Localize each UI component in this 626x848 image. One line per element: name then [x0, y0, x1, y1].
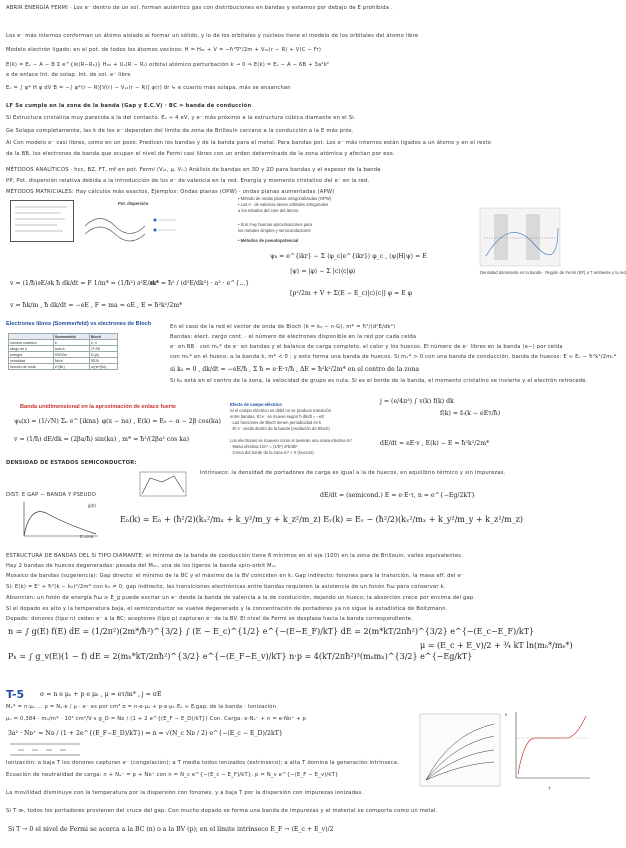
line3-5: Mosaico de bandas (sugerencia): Gap directo: el mínimo de la BC y el máximo de la BV coinciden en k. Gap indirecto: fonones para la transición, la masa eff. del e⁻ [6, 573, 464, 579]
table-cell: 1ª ZB [89, 346, 117, 352]
line-2: Modelo electrón ligado: en el pot. de todos los átomos vecinos: H = H₀ₜ + V = −ħ²∇²/2m + V₀ₜ(r − R) + V(C − Fr) [6, 47, 322, 53]
eq-mu: μ = (E_c + E_v)/2 + ¾ kT ln(mₕ*/mₑ*) [420, 641, 573, 650]
efecto-title: Efecto de campo eléctrico [230, 402, 282, 407]
eq-p-integral: Pₕ = ∫ g_v(E)(1 − f) dE = 2(mₕ*kT/2πħ²)^{3/2} e^{−(E_F−E_v)/kT} n·p = 4(kT/2πħ²)³(mₑmₕ)^{3/2} e^{−Eg/kT} [8, 652, 473, 661]
tight-binding-heading: Banda unidimensional en la aproximación de enlace fuerte [20, 404, 177, 410]
line4-3: Ecuación de neutralidad de carga: n + Nₐ⁻ = p + Nᴅ⁺ con n = N_c e^{−(E_c − E_F)/kT}, p = N_v e^{−(E_F − E_v)/kT} [6, 772, 339, 778]
bullet-2: a los estados del core del átomo [238, 208, 299, 213]
table-row [9, 364, 118, 370]
econd-label: E cond [80, 534, 94, 539]
eq-fk: f(k) = f₀(k − eEτ/ħ) [440, 410, 501, 417]
bullet-0: • Método de ondas planas ortogonalizadas (OPW) [238, 196, 332, 201]
orth-eq: |ψ⟩ = |φ⟩ − Σ |c⟩⟨c|φ⟩ [290, 268, 356, 275]
line3-0: DENSIDAD DE ESTADOS SEMICONDUCTOR: [6, 460, 137, 466]
carrier-vs-T-plot [510, 710, 592, 784]
line-7: Si Estructura cristalina muy parecida a la del contacto. Eₛ ≈ 4 eV, y e⁻ más próximo a la estructura cúbica diamante en el Si. [6, 115, 356, 121]
line3-4: Hay 2 bandas de huecos degeneradas: pesada del Mₕₕ, una de los ligeros la banda spin-orbit Mₛₒ [6, 563, 277, 569]
eq-j: j = (e/4π³) ∫ v(k) f(k) dk [380, 398, 454, 405]
table-cell: e^{ikr} [53, 364, 89, 370]
table-cell: Eₙ(k) [89, 352, 117, 358]
line4-0: Mₑ* = n·μₑ ... ρ = Nₐ·e / μ · e⁻ es por cm³ σ = n·e·μₑ + p·e·μₕ E₀ ≈ E₍gap₎ de la banda · Ionización [6, 704, 277, 710]
eff-line-3: · El e⁻ oscila dentro de la banda (oscilación de Bloch) [230, 426, 330, 431]
line-8: Ge Solapa completamente, las k de los e⁻ dependen del límite de zona de Brillouin cercano a la conducción a la E más próx. [6, 128, 354, 134]
moving-line-0: Los electrones se mueven como si tuvieran una masa efectiva m* [230, 438, 352, 443]
line-5: Eₛ = ∫ φ* H φ dV B = −∫ φ*(r − R)[V(r) − Vₐₜ(r − R)] φ(r) dr ↳ e cuanto más solapa, más se ensanchan [6, 85, 291, 91]
dos-axis-label: g(E) [88, 503, 96, 508]
line-11: MÉTODOS ANALÍTICOS · hcc, BZ, FT, mf en pot. Fermi (Vₐₜ, μ, Vₘ) Análisis de bandas en 3D y 2D para bandas y el espesor de la banda [6, 167, 381, 173]
eq-de: dE/dt = (semicond.) E = e·E·τ, n = e^{−Eg/2kT} [320, 492, 476, 499]
eq-velocity: v = ħk/m , ħ dk/dt = −eE , F = ma = eE , E = ħ²k²/2m* [10, 302, 183, 309]
table-cell: Sommerfeld [53, 334, 89, 340]
eq-dos: Eₙ(k) = Eₙ + (ħ²/2)(kₓ²/mₓ + k_y²/m_y + k_z²/m_z) Eᵥ(k) = Eᵥ − (ħ²/2)(kₓ²/mₓ + k_y²/m_y + k_z²/m_z) [120, 515, 524, 524]
line2-4: e⁻ en BB · con mₑ* de e⁻ en bandas y el balance de carga completo, el calor y los huecos. El número de e⁻ libres en la banda (e−) por celda [170, 344, 563, 350]
resist-caption: Densidad dominante en la banda · Región de Fermi (EF) a T ambiente y la red [480, 270, 626, 275]
table-cell: rango de k [9, 346, 54, 352]
line4-5: Si T ≫, todos los portadores provienen del cruce del gap. Con mucho dopado se forma una banda de impurezas y el material se comporta como un metal. [6, 808, 438, 814]
dispersion-sketch [80, 206, 180, 246]
line3-9: Dopado: donores (tipo n) ceden e⁻ a la BC; aceptores (tipo p) capturan e⁻ de la BV. El nivel de Fermi se desplaza hacia la banda correspondiente. [6, 616, 413, 622]
eq-dn: dE/dt = eE·v , E(k) − E = ħ²k²/2m* [380, 440, 490, 447]
table-cell: número cuántico [9, 340, 54, 346]
line-3: E(k) = Eₛ − A − B Σ e^{ik(R−R₀)} H₀₀ + Uₛ(R − Rᵢ) orbital atómico perturbación k → 0 ⇒ E(k) = Eₛ − A − 6B + 3a²k² [6, 62, 330, 68]
line4-4: La movilidad disminuye con la temperatura por la dispersión con fonones, y a baja T por la dispersión con impurezas ionizadas. [6, 790, 364, 796]
line3-2: DIST. E GAP − BANDA Y PSEUDO [6, 492, 97, 498]
table-cell: energía [9, 352, 54, 358]
table-cell: u(r)e^{ikr} [89, 364, 117, 370]
table-cell: Bloch [89, 334, 117, 340]
band-shaded-figure [480, 208, 560, 266]
line2-2: En el caso de la red el vector de onda de Bloch (k = k₀ − n·G), m* = ħ²/(d²E/dk²) [170, 324, 396, 330]
line2-8: Si k₀ está en el centro de la zona, la velocidad de grupo es nula. Si es el borde de la banda, el momento cristalino se invierte y el electrón retrocede. [170, 378, 588, 384]
line-13: MÉTODOS MATRICIALES: Hay cálculos más exactos, Ejemplos: Ondas planas (OPW) · ondas planas aumentadas (APW) [6, 189, 335, 195]
line3-7: Absorción: un fotón de energía ħω ≥ E_g puede excitar un e⁻ desde la banda de valencia a la de conducción, dejando un hueco; la absorción crece por encima del gap. [6, 595, 476, 601]
moving-line-2: · Cerca del borde de la zona m* < 0 (huecos) [230, 450, 314, 455]
eq-final: Si T → 0 el nivel de Fermi se acerca a la BC (n) o a la BV (p); en el límite intrínseco E_F → (E_c + E_v)/2 [8, 826, 334, 833]
line-12: PP, Pot. dispersión relativa debida a la introducción de los e⁻ de valencia en la red. Energía y momento cristalino del e⁻ en la red. [6, 178, 370, 184]
mobility-plot [420, 714, 500, 786]
line3-6: Si: E(k) = Eᶜ + ħ²(k − k₀)²/2m* con k₀ ≠ 0: gap indirecto, las transiciones electrónicas entre bandas requieren la asistencia de un fonón ħω para conservar k. [6, 584, 446, 590]
line2-5: con mₕ* en el hueco: a la banda k, m* < 0 ; y esto forma una banda de huecos. Si mₑ* > 0 con una banda de conducción, banda de huecos: E ≈ Eᵥ − ħ²k²/2mₕ* [170, 354, 617, 360]
line3-3: ESTRUCTURA DE BANDAS DEL Si TIPO DIAMANTE: el mínimo de la banda de conducción tiene 6 mínimos en el eje (100) en la zona de Brillouin, valles equivalentes. [6, 553, 464, 559]
impurity-level-sketch [10, 742, 80, 756]
tb-eq2: v = (1/ħ) dE/dk = (2βa/ħ) sin(ka) , m* = ħ²/(2βa² cos ka) [14, 436, 190, 443]
line-6: LF Se cumple en la zona de la banda (Gap y E.C.V) · BC = banda de conducción [6, 103, 252, 109]
line-1: Los e⁻ más internos conforman un átomo aislado al formar un sólido, y lo de los orbitales y núcleos tiene el modelo de los orbitales del átomo libre [6, 33, 419, 39]
sommerfeld-vs-bloch-heading: Electrones libres (Sommerfeld) vs electrones de Bloch [6, 321, 152, 327]
bullet-1: • Los e⁻ de valencia tienen orbitales ortogonales [238, 202, 329, 207]
line-0: ABRIR ENERGÍA FERMI · Los e⁻ dentro de un sol. forman auténtico gas con distribuciones en bandas y estamos por debajo de E prohibida . [6, 5, 393, 11]
table-cell: k, n [89, 340, 117, 346]
line4-1: μₙ = 0,384 · m₀/m* · 10³ cm²/V·s g_D = Nᴅ / (1 + 2 e^{(E_F − E_D)/kT}) Con. Carga: e·Nₐ⁻ + n = e·Nᴅ⁺ + p [6, 716, 307, 722]
eq-n-integral: n = ∫ g(E) f(E) dE = (1/2π²)(2m*/ħ²)^{3/2} ∫ (E − E_c)^{1/2} e^{−(E−E_F)/kT} dE = 2(m*kT/2πħ²)^{3/2} e^{−(E_c−E_F)/kT} [8, 627, 535, 636]
line-10: de la BB, los electrones de banda que ocupan el nivel de Fermi casi libres con un orden determinado de la zona atómica y afectan por eso. [6, 151, 395, 157]
table-cell: velocidad [9, 358, 54, 364]
n-axis-label: n [505, 712, 508, 717]
table-cell: función de onda [9, 364, 54, 370]
t5-heading: T-5 [6, 688, 25, 701]
bullet-3: • Son muy buenas aproximaciones para [238, 222, 313, 227]
line2-3: Bandas: elect. cargo cont. · el número de electrones disponible en la red por cada celda [170, 334, 417, 340]
moving-line-1: · Masa efectiva 1/m* = (1/ħ²) d²E/dk² [230, 444, 298, 449]
pp-eq: [p²/2m + V + Σ(E − E_c)|c⟩⟨c|] φ = E φ [290, 290, 412, 297]
bullet-5: • Métodos de pseudopotencial [238, 238, 299, 243]
line4-2: Ionización: a baja T los donores capturan e⁻ (congelación); a T media todos ionizados (extrínseco); a alta T domina la generación intrínseca. [6, 760, 399, 766]
bullet-4: los metales simples y semiconductores [238, 228, 311, 233]
eq-neutral: 3a² · Nᴅ⁺ = Nᴅ / (1 + 2e^{(E_F−E_D)/kT}) ⇒ n ≈ √(N_c Nᴅ / 2) e^{−(E_c − E_D)/2kT} [8, 730, 283, 737]
eq-mstar: m* = ħ² / (d²E/dk²) · a² · e^{...} [150, 280, 250, 287]
table-cell: ħ²k²/2m [53, 352, 89, 358]
table-cell: k [53, 340, 89, 346]
eq-drift: v = (1/ħ)∂E/∂k ħ dk/dt = F 1/m* = (1/ħ²) ∂²E/∂k² [10, 280, 159, 287]
pseudo-eq: ψₖ = e^{ikr} − Σ ⟨φ_c|e^{ikr}⟩ φ_c , ⟨ψ|H|ψ⟩ ≈ E [270, 253, 427, 260]
eff-line-2: · Las funciones de Bloch tienen periodicidad en k [230, 420, 322, 425]
tb-eq: ψₖ(x) = (1/√N) Σₙ e^{ikna} φ(x − na) , E(k) = E₀ − α − 2β cos(ka) [14, 418, 221, 425]
table-cell: ∇E/ħ [89, 358, 117, 364]
eff-line-0: Si el campo eléctrico es débil no se produce transición [230, 408, 332, 413]
eff-line-1: entre bandas. El e⁻ se mueve según ħ dk/dt = −eE [230, 414, 325, 419]
temp-axis-label: T [548, 786, 551, 791]
sommerfeld-bloch-table [8, 333, 118, 370]
line-4: e de enlace Int. de solap. Int. de sol. e⁻ libre [6, 72, 131, 78]
line3-8: Si el dopado es alto y la temperatura baja, el semiconductor se vuelve degenerado y la concentración de portadores ya no sigue la estadística de Boltzmann. [6, 606, 448, 612]
ge-mini-figure [11, 201, 71, 239]
table-cell: ħk/m [53, 358, 89, 364]
eq-sigma: σ = n e μₑ + p e μₕ , μ = eτ/m* , j = σE [40, 691, 162, 698]
line-9: Al Con modelo e⁻ casi libres, como en un pozo. Predicen los bandas y de la banda para el metal. Para bandas pot. Los e⁻ más internos están ligados a un átomo y en el resto [6, 140, 492, 146]
line3-1: Intrínseco: la densidad de portadores de carga es igual a la de huecos, en equilibrio térmico y sin impurezas. [200, 470, 506, 476]
eq-hole: si k₀ = 0 , dk/dt = −eE/ħ , Σ ħ = e·E·τ/ħ , ΔE = ħ²k²/2m* en el centro de la zona [170, 366, 420, 373]
table-cell: todo k [53, 346, 89, 352]
pot-dispersion-label: Pot. dispersión [118, 201, 149, 206]
